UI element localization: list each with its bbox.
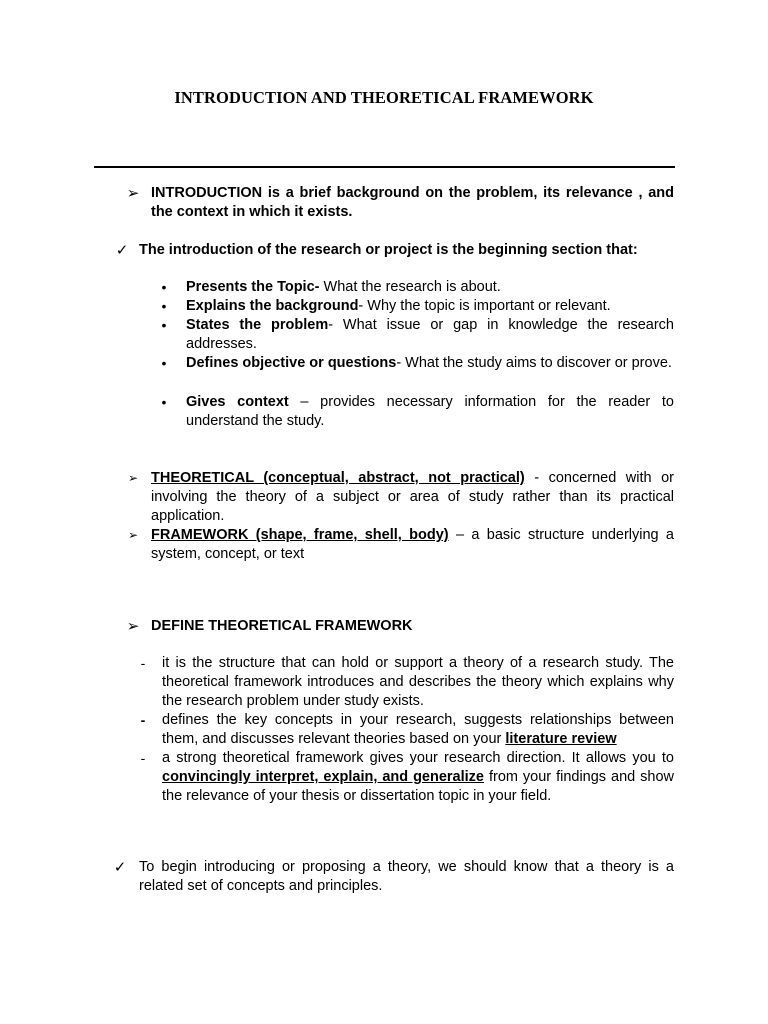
theory-statement [139, 858, 674, 896]
term-name: THEORETICAL (conceptual, abstract, not practical) [151, 470, 525, 486]
title-rule [94, 166, 675, 168]
term-name: FRAMEWORK (shape, frame, shell, body) [151, 527, 449, 543]
bullet-item-label: States the problem [186, 317, 329, 333]
define-item-text-end: from your findings and show the relevance of your thesis or dissertation topic in your field. [162, 769, 675, 804]
dash-bullet-icon: - [140, 655, 146, 671]
introduction-heading [139, 241, 679, 260]
term-definition [151, 526, 674, 564]
define-heading [151, 617, 674, 636]
emphasis-phrase: convincingly interpret, explain, and generalize [162, 769, 484, 785]
define-item-text: it is the structure that can hold or support a theory of a research study. The theoretical framework introduces and describes the theory which explains why the research problem under study exists. [162, 655, 674, 709]
dash-bullet-icon: - [140, 712, 146, 728]
bullet-item-label: Explains the background [186, 298, 359, 314]
bullet-item-text: - What issue or gap in knowledge the research addresses. [186, 317, 674, 352]
bullet-item-label: Presents the Topic- [186, 279, 320, 295]
bullet-dot-icon: • [161, 317, 167, 333]
checkmark-icon: ✓ [113, 859, 127, 876]
term-text: - concerned with or involving the theory of a subject or area of study rather than its practical application. [151, 470, 674, 524]
arrow-bullet-icon: ➢ [127, 471, 139, 485]
bullet-item-label: Gives context [186, 394, 289, 410]
bullet-item-label: Defines objective or questions [186, 355, 397, 371]
document-title: INTRODUCTION AND THEORETICAL FRAMEWORK [174, 88, 594, 107]
arrow-bullet-icon: ➢ [127, 528, 139, 542]
introduction-definition-text: INTRODUCTION is a brief background on the problem, its relevance , and the context in which it exists. [151, 185, 674, 220]
bullet-item [186, 297, 674, 316]
define-item [162, 749, 674, 806]
dash-bullet-icon: - [140, 750, 146, 766]
term-definition [151, 469, 674, 526]
arrow-bullet-icon: ➢ [126, 618, 140, 635]
arrow-bullet-icon: ➢ [126, 185, 140, 202]
bullet-dot-icon: • [161, 355, 167, 371]
bullet-item-text: – provides necessary information for the reader to understand the study. [186, 394, 674, 429]
bullet-item [186, 278, 674, 297]
term-text: – a basic structure underlying a system, concept, or text [151, 527, 674, 562]
define-item [162, 711, 674, 749]
theory-statement-text: To begin introducing or proposing a theory, we should know that a theory is a related set of concepts and principles. [139, 859, 674, 894]
bullet-item-text: - Why the topic is important or relevant. [358, 298, 611, 314]
introduction-heading-text: The introduction of the research or project is the beginning section that: [139, 242, 638, 258]
define-item-text: a strong theoretical framework gives your research direction. It allows you to [162, 750, 674, 766]
bullet-item-text: What the research is about. [319, 279, 501, 295]
bullet-dot-icon: • [161, 394, 167, 410]
bullet-dot-icon: • [161, 298, 167, 314]
bullet-item [186, 393, 674, 431]
bullet-item [186, 354, 674, 373]
bullet-item [186, 316, 674, 354]
literature-review-link: literature review [505, 731, 617, 747]
bullet-item-text: - What the study aims to discover or prove. [396, 355, 672, 371]
define-item-text: defines the key concepts in your research, suggests relationships between them, and discusses relevant theories based on your [162, 712, 674, 747]
introduction-definition [151, 184, 674, 222]
checkmark-icon: ✓ [115, 242, 129, 259]
bullet-dot-icon: • [161, 279, 167, 295]
define-heading-text: DEFINE THEORETICAL FRAMEWORK [151, 618, 413, 634]
define-item [162, 654, 674, 711]
